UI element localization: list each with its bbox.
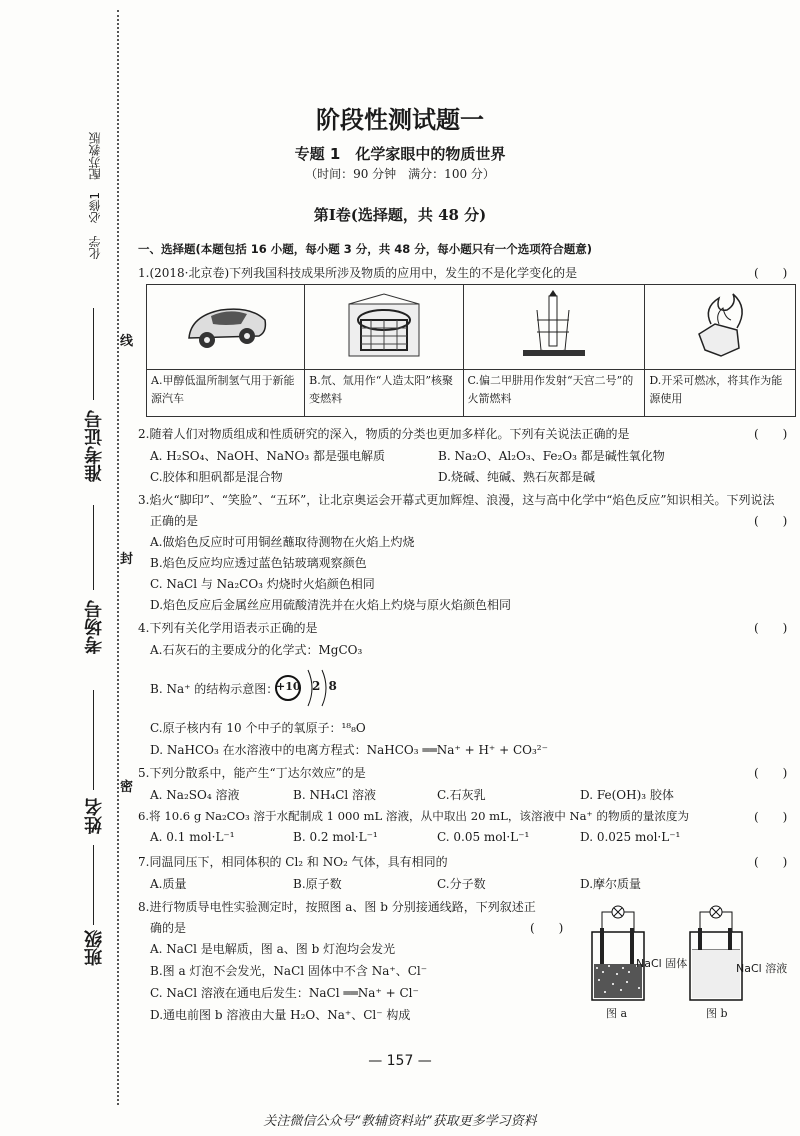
q3-option-c: C. NaCl 与 Na₂CO₃ 灼烧时火焰颜色相同 (150, 577, 375, 591)
q8-stem-cont: 确的是 (150, 921, 187, 935)
q2-option-b: B. Na₂O、Al₂O₃、Fe₂O₃ 都是碱性氧化物 (438, 449, 665, 463)
q5-stem: 5.下列分散系中，能产生“丁达尔效应”的是 (138, 766, 366, 780)
q4-answer-blank: ( ) (754, 621, 788, 635)
q5-option-c: C.石灰乳 (437, 788, 486, 802)
q1-caption-a: A.甲醇低温所制氢气用于新能源汽车 (147, 370, 305, 417)
q6-option-d: D. 0.025 mol·L⁻¹ (580, 830, 681, 844)
book-label: 化学 必修1 配苏教版 (88, 132, 102, 260)
figure-a-label: NaCl 固体 (636, 957, 688, 970)
ticket-number-label: 准考证号 (84, 410, 105, 482)
page-subtitle: 专题 1 化学家眼中的物质世界 (294, 145, 506, 163)
q4-option-a: A.石灰石的主要成分的化学式：MgCO₃ (150, 643, 363, 657)
q7-option-c: C.分子数 (437, 877, 486, 891)
q5-option-a: A. Na₂SO₄ 溶液 (150, 788, 240, 802)
q2-option-c: C.胶体和胆矾都是混合物 (150, 470, 283, 484)
seal-secret-mark: 密 (120, 780, 134, 795)
q6-stem: 6.将 10.6 g Na₂CO₃ 溶于水配制成 1 000 mL 溶液，从中取出 20 mL，该溶液中 Na⁺ 的物质的量浓度为 (138, 809, 690, 823)
q3-option-b: B.焰色反应均应透过蓝色钴玻璃观察颜色 (150, 556, 367, 570)
q1-caption-b: B.氘、氚用作“人造太阳”核聚变燃料 (305, 370, 463, 417)
q4-option-d: D. NaHCO₃ 在水溶液中的电离方程式：NaHCO₃ ══Na⁺ + H⁺ + CO₃²⁻ (150, 743, 548, 757)
room-line (93, 505, 94, 590)
q2-option-d: D.烧碱、纯碱、熟石灰都是碱 (438, 470, 596, 484)
q5-option-d: D. Fe(OH)₃ 胶体 (580, 788, 674, 802)
figure-b-caption: 图 b (706, 1007, 728, 1020)
q8-option-a: A. NaCl 是电解质，图 a、图 b 灯泡均会发光 (150, 942, 396, 956)
q7-answer-blank: ( ) (754, 855, 788, 869)
figure-a-caption: 图 a (606, 1007, 628, 1020)
q7-stem: 7.同温同压下，相同体积的 Cl₂ 和 NO₂ 气体，具有相同的 (138, 855, 448, 869)
q2-answer-blank: ( ) (754, 427, 788, 441)
q1-caption-c: C.偏二甲肼用作发射“天宫二号”的火箭燃料 (463, 370, 645, 417)
q1-answer-blank: ( ) (754, 266, 788, 280)
q3-answer-blank: ( ) (754, 514, 788, 528)
q2-stem: 2.随着人们对物质组成和性质研究的深入，物质的分类也更加多样化。下列有关说法正确的是 (138, 427, 630, 441)
q6-option-c: C. 0.05 mol·L⁻¹ (437, 830, 530, 844)
na-nucleus-charge: +10 (276, 680, 301, 693)
q8-answer-blank: ( ) (530, 921, 564, 935)
exam-time: （时间：90 分钟 满分：100 分） (305, 167, 495, 181)
q6-option-b: B. 0.2 mol·L⁻¹ (293, 830, 378, 844)
car-image (147, 285, 305, 370)
footer-note: 关注微信公众号“教辅资料站”获取更多学习资料 (263, 1114, 537, 1129)
q7-option-d: D.摩尔质量 (580, 877, 642, 891)
q1-caption-d: D.开采可燃冰，将其作为能源使用 (645, 370, 796, 417)
q8-option-b: B.图 a 灯泡不会发光，NaCl 固体中不含 Na⁺、Cl⁻ (150, 964, 428, 978)
q1-image-table (146, 284, 796, 417)
q8-option-c: C. NaCl 溶液在通电后发生：NaCl ══Na⁺ + Cl⁻ (150, 986, 419, 1000)
page-title: 阶段性测试题一 (316, 105, 484, 134)
name-line (93, 690, 94, 790)
q4-stem: 4.下列有关化学用语表示正确的是 (138, 621, 318, 635)
q3-option-a: A.做焰色反应时可用铜丝蘸取待测物在火焰上灼烧 (150, 535, 415, 549)
name-label: 姓名 (84, 798, 105, 834)
q8-stem: 8.进行物质导电性实验测定时，按照图 a、图 b 分别接通线路，下列叙述正 (138, 900, 536, 914)
seal-line-mark: 线 (120, 334, 134, 349)
q3-option-d: D.焰色反应后金属丝应用硫酸清洗并在火焰上灼烧与原火焰颜色相同 (150, 598, 512, 612)
q7-option-a: A.质量 (150, 877, 187, 891)
class-label: 班级 (84, 930, 105, 966)
q6-option-a: A. 0.1 mol·L⁻¹ (150, 830, 235, 844)
instructions: 一、选择题(本题包括 16 小题，每小题 3 分，共 48 分，每小题只有一个选项符合题意) (138, 242, 593, 256)
class-line (93, 845, 94, 925)
q5-answer-blank: ( ) (754, 766, 788, 780)
page-number: — 157 — (368, 1053, 432, 1069)
rocket-launch-image (463, 285, 645, 370)
combustible-ice-image (645, 285, 796, 370)
fusion-reactor-image (305, 285, 463, 370)
room-number-label: 考场号 (84, 600, 105, 654)
q6-answer-blank: ( ) (754, 810, 788, 824)
q2-option-a: A. H₂SO₄、NaOH、NaNO₃ 都是强电解质 (150, 449, 386, 463)
q3-stem-cont: 正确的是 (150, 514, 199, 528)
q1-stem: 1.(2018·北京卷)下列我国科技成果所涉及物质的应用中，发生的不是化学变化的是 (138, 266, 578, 280)
q7-option-b: B.原子数 (293, 877, 342, 891)
q8-option-d: D.通电前图 b 溶液由大量 H₂O、Na⁺、Cl⁻ 构成 (150, 1008, 411, 1022)
na-electron-shells: 2 8 (312, 679, 339, 693)
ticket-line (93, 308, 94, 400)
q4-option-c: C.原子核内有 10 个中子的氧原子：¹⁸₈O (150, 721, 366, 735)
section-title: 第Ⅰ卷(选择题，共 48 分) (313, 206, 487, 224)
q3-stem: 3.焰火“脚印”、“笑脸”、“五环”，让北京奥运会开幕式更加辉煌、浪漫，这与高中化学中“焰色反应”知识相关。下列说法 (138, 493, 775, 507)
q5-option-b: B. NH₄Cl 溶液 (293, 788, 377, 802)
q4-option-b: B. Na⁺ 的结构示意图： (150, 682, 279, 696)
figure-b-label: NaCl 溶液 (736, 962, 788, 975)
seal-seal-mark: 封 (120, 552, 134, 567)
